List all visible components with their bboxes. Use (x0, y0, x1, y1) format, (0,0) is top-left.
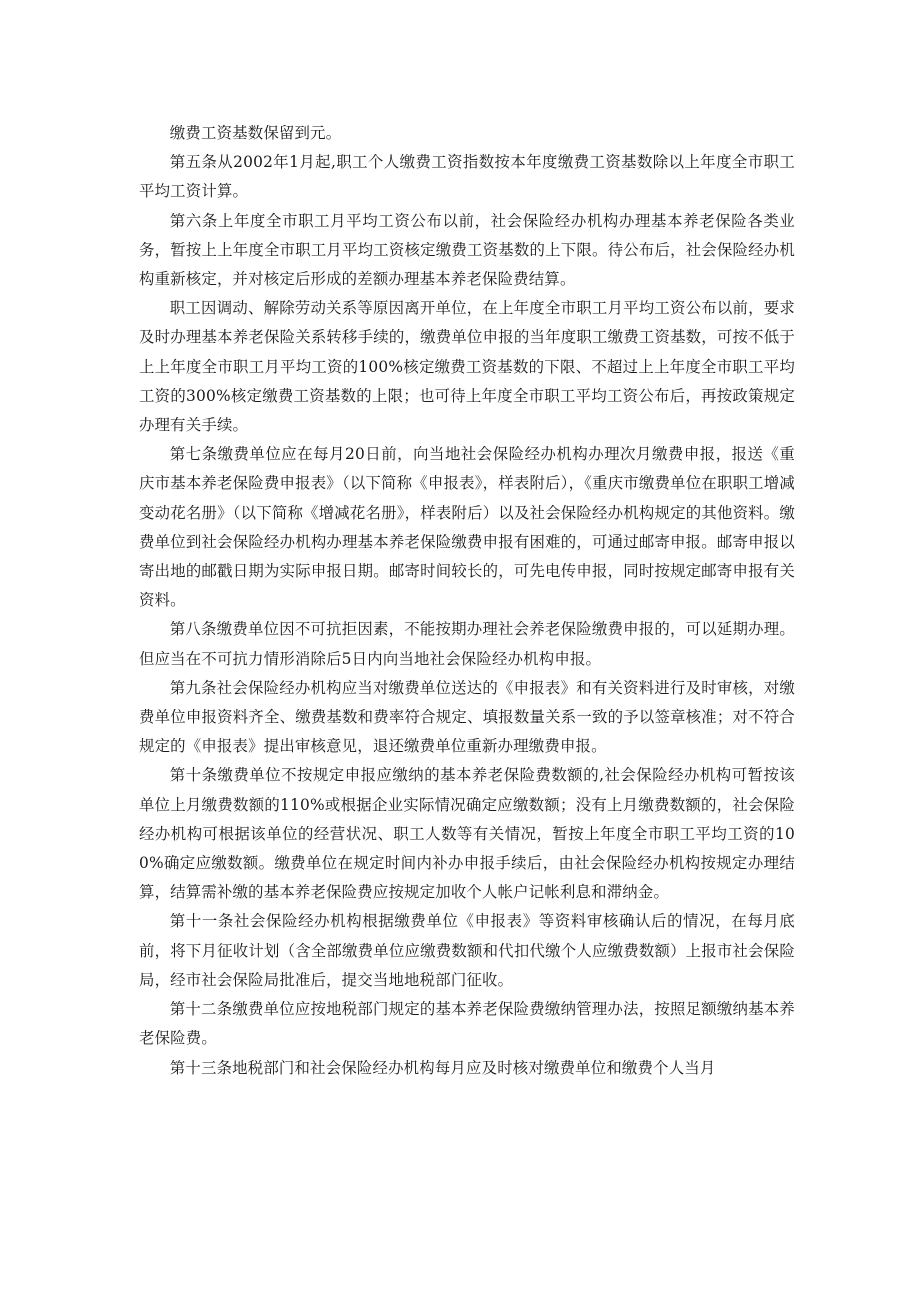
paragraph-article-5: 第五条从2002年1月起,职工个人缴费工资指数按本年度缴费工资基数除以上年度全市职工平均工资计算。 (139, 153, 795, 201)
paragraph-article-7: 第七条缴费单位应在每月20日前，向当地社会保险经办机构办理次月缴费申报，报送《重庆市基本养老保险费申报表》（以下简称《申报表》，样表附后），《重庆市缴费单位在职职工增减变动花名册》（以下简称《增减花名册》，样表附后）以及社会保险经办机构规定的其他资料。缴费单位到社会保险经办机构办理基本养老保险缴费申报有困难的，可通过邮寄申报。邮寄申报以寄出地的邮戳日期为实际申报日期。邮寄时间较长的，可先电传申报，同时按规定邮寄申报有关资料。 (139, 445, 795, 610)
paragraph-article-9: 第九条社会保险经办机构应当对缴费单位送达的《申报表》和有关资料进行及时审核，对缴费单位申报资料齐全、缴费基数和费率符合规定、填报数量关系一致的予以签章核准；对不符合规定的《申报表》提出审核意见，退还缴费单位重新办理缴费申报。 (139, 678, 795, 756)
paragraph-article-13: 第十三条地税部门和社会保险经办机构每月应及时核对缴费单位和缴费个人当月 (169, 1058, 716, 1077)
paragraph-article-12: 第十二条缴费单位应按地税部门规定的基本养老保险费缴纳管理办法，按照足额缴纳基本养老保险费。 (139, 1000, 795, 1048)
document-body (139, 119, 795, 1083)
paragraph-article-11: 第十一条社会保险经办机构根据缴费单位《申报表》等资料审核确认后的情况，在每月底前，将下月征收计划（含全部缴费单位应缴费数额和代扣代缴个人应缴费数额）上报市社会保险局，经市社会保险局批准后，提交当地地税部门征收。 (139, 912, 795, 989)
paragraph-article-8: 第八条缴费单位因不可抗拒因素，不能按期办理社会养老保险缴费申报的，可以延期办理。但应当在不可抗力情形消除后5日内向当地社会保险经办机构申报。 (139, 620, 795, 668)
paragraph-base-rounding: 缴费工资基数保留到元。 (169, 124, 342, 142)
paragraph-article-6: 第六条上年度全市职工月平均工资公布以前，社会保险经办机构办理基本养老保险各类业务，暂按上上年度全市职工月平均工资核定缴费工资基数的上下限。待公布后，社会保险经办机构重新核定，并对核定后形成的差额办理基本养老保险费结算。 (139, 211, 795, 289)
paragraph-article-6-transfer: 职工因调动、解除劳动关系等原因离开单位，在上年度全市职工月平均工资公布以前，要求及时办理基本养老保险关系转移手续的，缴费单位申报的当年度职工缴费工资基数，可按不低于上上年度全市职工月平均工资的100%核定缴费工资基数的下限、不超过上上年度全市职工平均工资的300%核定缴费工资基数的上限；也可待上年度全市职工平均工资公布后，再按政策规定办理有关手续。 (139, 299, 795, 435)
paragraph-article-10: 第十条缴费单位不按规定申报应缴纳的基本养老保险费数额的,社会保险经办机构可暂按该单位上月缴费数额的110%或根据企业实际情况确定应缴数额；没有上月缴费数额的，社会保险经办机构可根据该单位的经营状况、职工人数等有关情况，暂按上年度全市职工平均工资的100%确定应缴数额。缴费单位在规定时间内补办申报手续后，由社会保险经办机构按规定办理结算，结算需补缴的基本养老保险费应按规定加收个人帐户记帐利息和滞纳金。 (139, 766, 795, 902)
